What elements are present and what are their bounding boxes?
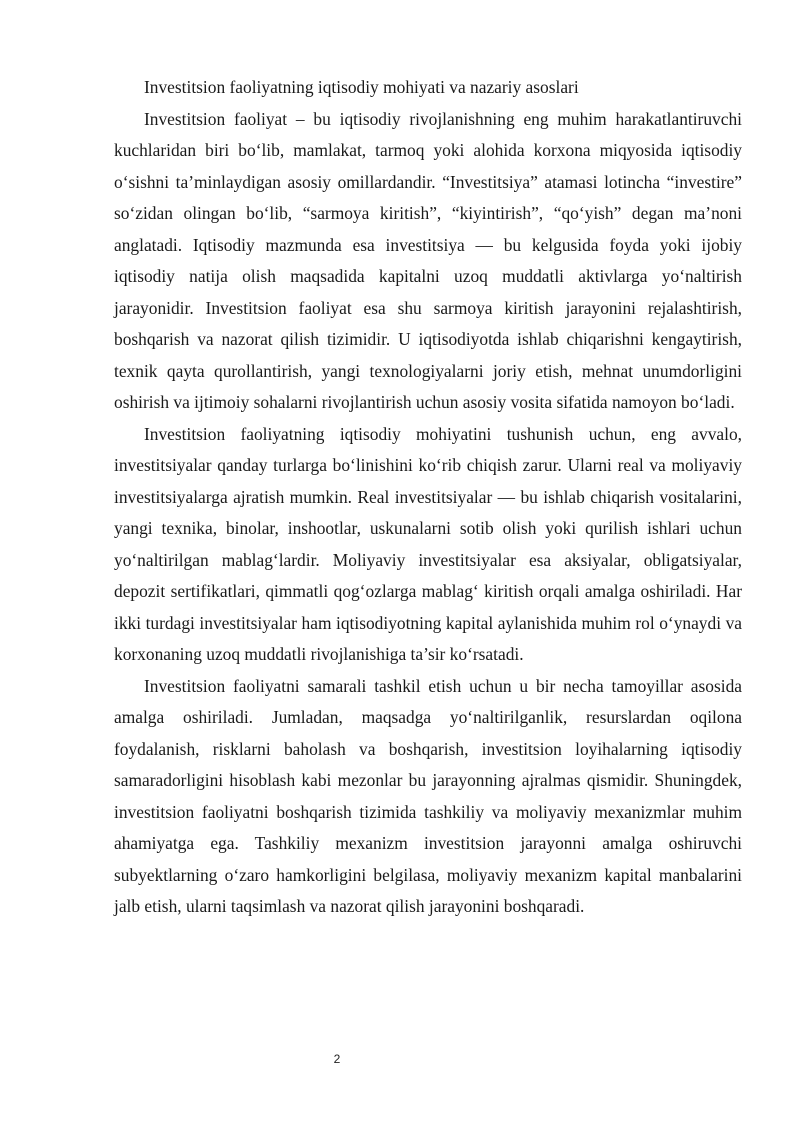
paragraph: Investitsion faoliyatning iqtisodiy mohiyatini tushunish uchun, eng avvalo, investitsiyalar qanday turlarga bo‘linishini ko‘rib chiqish zarur. Ularni real va moliyaviy investitsiyalarga ajratish mumkin. Real investitsiyalar — bu ishlab chiqarish vositalarini, yangi texnika, binolar, inshootlar, uskunalarni sotib olish yoki qurilish ishlari uchun yo‘naltirilgan mablag‘lardir. Moliyaviy investitsiyalar esa aksiyalar, obligatsiyalar, depozit sertifikatlari, qimmatli qog‘ozlarga mablag‘ kiritish orqali amalga oshiriladi. Har ikki turdagi investitsiyalar ham iqtisodiyotning kapital aylanishida muhim rol o‘ynaydi va korxonaning uzoq muddatli rivojlanishiga ta’sir ko‘rsatadi.: [114, 423, 742, 664]
paragraph: Investitsion faoliyatni samarali tashkil etish uchun u bir necha tamoyillar asosida amalga oshiriladi. Jumladan, maqsadga yo‘naltirilganlik, resurslardan oqilona foydalanish, risklarni baholash va boshqarish, investitsion loyihalarning iqtisodiy samaradorligini hisoblash kabi mezonlar bu jarayonning ajralmas qismidir. Shuningdek, investitsion faoliyatni boshqarish tizimida tashkiliy va moliyaviy mexanizmlar muhim ahamiyatga ega. Tashkiliy mexanizm investitsion jarayonni amalga oshiruvchi subyektlarning o‘zaro hamkorligini belgilasa, moliyaviy mexanizm kapital manbalarini jalb etish, ularni taqsimlash va nazorat qilish jarayonini boshqaradi.: [114, 675, 742, 916]
section-title: Investitsion faoliyatning iqtisodiy mohiyati va nazariy asoslari: [144, 77, 579, 97]
page-number: 2: [333, 1052, 341, 1066]
paragraph: Investitsion faoliyat – bu iqtisodiy rivojlanishning eng muhim harakatlantiruvchi kuchlaridan biri bo‘lib, mamlakat, tarmoq yoki alohida korxona miqyosida iqtisodiy o‘sishni ta’minlaydigan asosiy omillardandir. “Investitsiya” atamasi lotincha “investire” so‘zidan olingan bo‘lib, “sarmoya kiritish”, “kiyintirish”, “qo‘yish” degan ma’noni anglatadi. Iqtisodiy mazmunda esa investitsiya — bu kelgusida foyda yoki ijobiy iqtisodiy natija olish maqsadida kapitalni uzoq muddatli aktivlarga yo‘naltirish jarayonidir. Investitsion faoliyat esa shu sarmoya kiritish jarayonini rejalashtirish, boshqarish va nazorat qilish tizimidir. U iqtisodiyotda ishlab chiqarishni kengaytirish, texnik qayta qurollantirish, yangi texnologiyalarni joriy etish, mehnat unumdorligini oshirish va ijtimoiy sohalarni rivojlantirish uchun asosiy vosita sifatida namoyon bo‘ladi.: [114, 108, 742, 412]
page-body: [114, 72, 742, 923]
